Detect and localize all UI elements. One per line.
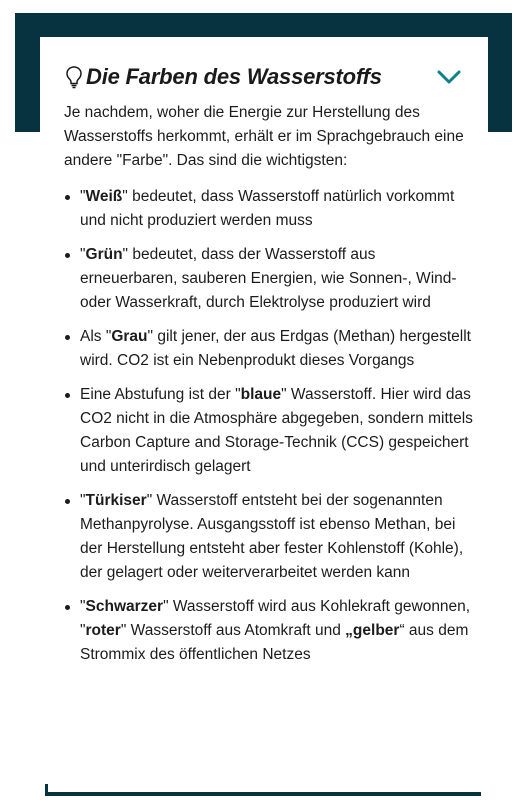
frame-bottom-bar (47, 792, 481, 796)
chevron-down-icon[interactable] (434, 65, 464, 89)
list-item: Eine Abstufung ist der "blaue" Wasserstoff. Hier wird das CO2 nicht in die Atmosphäre abgegeben, sondern mittels Carbon Capture and Storage-Technik (CCS) gespeichert und unterirdisch gelagert (64, 383, 474, 479)
list-item: "Grün" bedeutet, dass der Wasserstoff aus erneuerbaren, sauberen Energien, wie Sonnen-, Wind- oder Wasserkraft, durch Elektrolyse produziert wird (64, 243, 474, 315)
list-item: "Türkiser" Wasserstoff entsteht bei der sogenannten Methanpyrolyse. Ausgangsstoff ist ebenso Methan, bei der Herstellung entsteht aber fester Kohlenstoff (Kohle), der gelagert oder weiterverarbeitet werden kann (64, 489, 474, 585)
list-item: "Weiß" bedeutet, dass Wasserstoff natürlich vorkommt und nicht produziert werden muss (64, 185, 474, 233)
info-box (40, 37, 488, 782)
color-list (64, 185, 474, 677)
intro-paragraph: Je nachdem, woher die Energie zur Herstellung des Wasserstoffs herkommt, erhält er im Sprachgebrauch eine andere "Farbe". Das sind die wichtigsten: (64, 104, 464, 169)
list-item: "Schwarzer" Wasserstoff wird aus Kohlekraft gewonnen, "roter" Wasserstoff aus Atomkraft und „gelber“ aus dem Strommix des öffentlichen Netzes (64, 595, 474, 667)
info-box-header[interactable] (64, 61, 464, 93)
list-item: Als "Grau" gilt jener, der aus Erdgas (Methan) hergestellt wird. CO2 ist ein Nebenprodukt dieses Vorgangs (64, 325, 474, 373)
lightbulb-icon (64, 64, 84, 90)
info-box-title: Die Farben des Wasserstoffs (86, 64, 382, 89)
